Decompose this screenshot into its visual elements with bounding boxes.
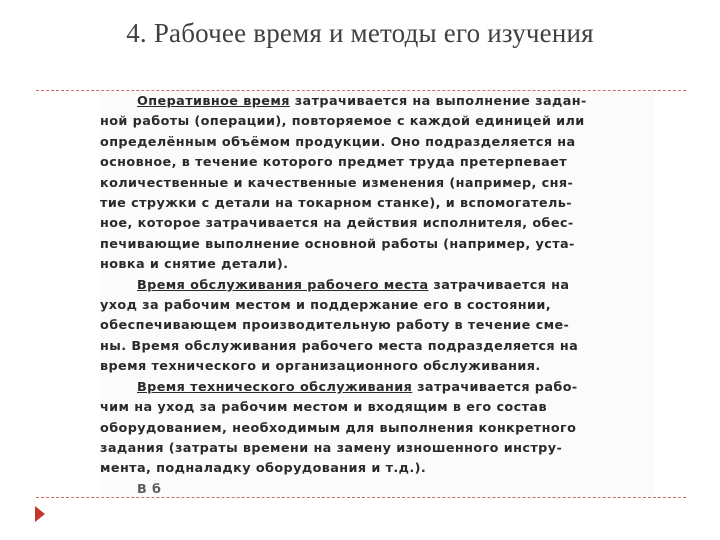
text-line: печивающие выполнение основной работы (например, уста- bbox=[100, 236, 575, 252]
text-line: ное, которое затрачивается на действия исполнителя, обес- bbox=[100, 216, 574, 232]
bottom-divider bbox=[36, 497, 686, 498]
text-line: Время обслуживания рабочего места затрачивается на bbox=[137, 277, 570, 293]
term-technical-service-time: Время технического обслуживания bbox=[137, 379, 413, 395]
text-line: Оперативное время затрачивается на выполнение задан- bbox=[137, 94, 587, 109]
text-line: тие стружки с детали на токарном станке), и вспомогатель- bbox=[100, 196, 572, 212]
text-line: определённым объёмом продукции. Оно подразделяется на bbox=[100, 134, 576, 150]
text-line: задания (затраты времени на замену изношенного инстру- bbox=[100, 440, 563, 456]
text-line: мента, подналадку оборудования и т.д.). bbox=[100, 461, 427, 477]
text-line: ны. Время обслуживания рабочего места подразделяется на bbox=[100, 338, 579, 354]
scanned-text-block bbox=[100, 92, 655, 496]
text-line: обеспечивающем производительную работу в течение сме- bbox=[100, 318, 570, 334]
text-line: новка и снятие детали). bbox=[100, 257, 289, 273]
text-line: уход за рабочим местом и поддержание его в состоянии, bbox=[100, 298, 552, 314]
term-workplace-service-time: Время обслуживания рабочего места bbox=[137, 277, 429, 293]
next-slide-arrow-icon[interactable] bbox=[35, 506, 45, 522]
text-line: Время технического обслуживания затрачивается рабо- bbox=[137, 379, 578, 395]
text-line: чим на уход за рабочим местом и входящим в его состав bbox=[100, 400, 547, 416]
text-line-cut-off: В б bbox=[137, 481, 162, 496]
text-line: ной работы (операции), повторяемое с каждой единицей или bbox=[100, 114, 585, 130]
term-operative-time: Оперативное время bbox=[137, 94, 290, 109]
text-line: оборудованием, необходимым для выполнения конкретного bbox=[100, 420, 577, 436]
text-line: основное, в течение которого предмет труда претерпевает bbox=[100, 155, 568, 171]
text-line: время технического и организационного обслуживания. bbox=[100, 359, 541, 375]
slide-title: 4. Рабочее время и методы его изучения bbox=[126, 18, 594, 48]
top-divider bbox=[36, 90, 686, 91]
text-line: количественные и качественные изменения (например, сня- bbox=[100, 175, 574, 191]
